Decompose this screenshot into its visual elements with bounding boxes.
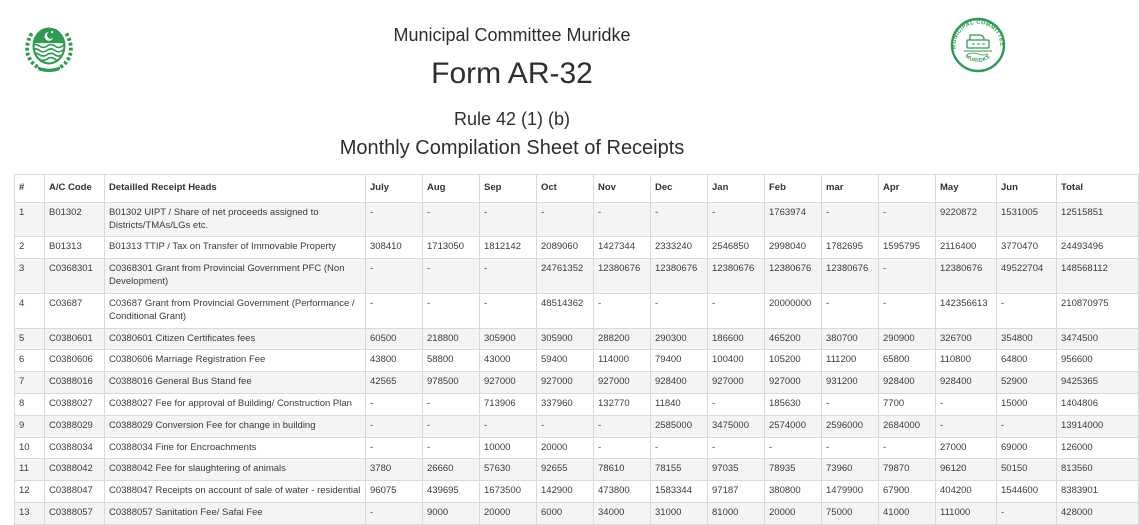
value-cell: - [879, 202, 936, 237]
value-cell: - [879, 437, 936, 459]
value-cell: 931200 [822, 372, 879, 394]
rule-subtitle: Rule 42 (1) (b) [453, 109, 571, 129]
value-cell: 43800 [366, 350, 423, 372]
value-cell: 927000 [708, 372, 765, 394]
value-cell: 92655 [537, 459, 594, 481]
value-cell: 1531005 [997, 202, 1057, 237]
value-cell: 96075 [366, 481, 423, 503]
column-header-6: Oct [537, 175, 594, 203]
value-cell: 305900 [480, 328, 537, 350]
value-cell: 713906 [480, 393, 537, 415]
value-cell: - [423, 393, 480, 415]
value-cell: 8383901 [1057, 481, 1139, 503]
ac-code-cell: B01313 [45, 237, 105, 259]
value-cell: 12515851 [1057, 202, 1139, 237]
value-cell: 290300 [651, 328, 708, 350]
column-header-7: Nov [594, 175, 651, 203]
value-cell: 3780 [366, 459, 423, 481]
value-cell: 58800 [423, 350, 480, 372]
value-cell: 12380676 [594, 259, 651, 294]
value-cell: 439695 [423, 481, 480, 503]
row-number-cell: 10 [15, 437, 45, 459]
value-cell: 9425365 [1057, 372, 1139, 394]
value-cell: - [480, 259, 537, 294]
table-row [15, 437, 1139, 459]
value-cell: 60500 [366, 328, 423, 350]
value-cell: 26660 [423, 459, 480, 481]
column-header-13: May [936, 175, 997, 203]
column-header-4: Aug [423, 175, 480, 203]
value-cell: 43000 [480, 350, 537, 372]
value-cell: 1595795 [879, 237, 936, 259]
receipt-head-cell: C0380601 Citizen Certificates fees [105, 328, 366, 350]
row-number-cell: 4 [15, 293, 45, 328]
value-cell: - [366, 503, 423, 525]
value-cell: 210870975 [1057, 293, 1139, 328]
value-cell: 20000 [765, 503, 822, 525]
ac-code-cell: C0380601 [45, 328, 105, 350]
ac-code-cell: C0388029 [45, 415, 105, 437]
value-cell: 78935 [765, 459, 822, 481]
value-cell: 1583344 [651, 481, 708, 503]
value-cell: - [366, 415, 423, 437]
value-cell: 81000 [708, 503, 765, 525]
value-cell: 11840 [651, 393, 708, 415]
table-container [14, 174, 1139, 525]
row-number-cell: 3 [15, 259, 45, 294]
value-cell: 65800 [879, 350, 936, 372]
value-cell: 354800 [997, 328, 1057, 350]
value-cell: - [936, 393, 997, 415]
value-cell: 57630 [480, 459, 537, 481]
table-row [15, 503, 1139, 525]
value-cell: - [651, 437, 708, 459]
receipts-table [14, 174, 1139, 525]
value-cell: 1479900 [822, 481, 879, 503]
ac-code-cell: B01302 [45, 202, 105, 237]
value-cell: 3475000 [708, 415, 765, 437]
value-cell: - [822, 202, 879, 237]
value-cell: 13914000 [1057, 415, 1139, 437]
value-cell: 337960 [537, 393, 594, 415]
row-number-cell: 1 [15, 202, 45, 237]
column-header-14: Jun [997, 175, 1057, 203]
column-header-9: Jan [708, 175, 765, 203]
value-cell: 111200 [822, 350, 879, 372]
value-cell: 34000 [594, 503, 651, 525]
table-row [15, 372, 1139, 394]
value-cell: - [423, 437, 480, 459]
value-cell: 2998040 [765, 237, 822, 259]
receipt-head-cell: C0388029 Conversion Fee for change in building [105, 415, 366, 437]
ac-code-cell: C0388034 [45, 437, 105, 459]
receipt-head-cell: B01313 TTIP / Tax on Transfer of Immovable Property [105, 237, 366, 259]
value-cell: 12380676 [936, 259, 997, 294]
value-cell: 24493496 [1057, 237, 1139, 259]
value-cell: 1404806 [1057, 393, 1139, 415]
receipt-head-cell: C0380606 Marriage Registration Fee [105, 350, 366, 372]
table-row [15, 481, 1139, 503]
value-cell: 67900 [879, 481, 936, 503]
value-cell: - [997, 293, 1057, 328]
value-cell: 2585000 [651, 415, 708, 437]
value-cell: 100400 [708, 350, 765, 372]
value-cell: - [594, 415, 651, 437]
value-cell: 3770470 [997, 237, 1057, 259]
value-cell: 142900 [537, 481, 594, 503]
ac-code-cell: C03687 [45, 293, 105, 328]
table-row [15, 393, 1139, 415]
value-cell: 114000 [594, 350, 651, 372]
form-title: Form AR-32 [431, 57, 593, 90]
row-number-cell: 9 [15, 415, 45, 437]
value-cell: 1782695 [822, 237, 879, 259]
row-number-cell: 5 [15, 328, 45, 350]
value-cell: 185630 [765, 393, 822, 415]
value-cell: 218800 [423, 328, 480, 350]
receipt-head-cell: C03687 Grant from Provincial Government (Performance / Conditional Grant) [105, 293, 366, 328]
column-header-10: Feb [765, 175, 822, 203]
value-cell: - [366, 437, 423, 459]
value-cell: 465200 [765, 328, 822, 350]
row-number-cell: 6 [15, 350, 45, 372]
value-cell: 2116400 [936, 237, 997, 259]
ac-code-cell: C0388057 [45, 503, 105, 525]
row-number-cell: 11 [15, 459, 45, 481]
value-cell: - [822, 393, 879, 415]
value-cell: 12380676 [765, 259, 822, 294]
value-cell: - [879, 259, 936, 294]
value-cell: 78610 [594, 459, 651, 481]
value-cell: 111000 [936, 503, 997, 525]
ac-code-cell: C0380606 [45, 350, 105, 372]
table-row [15, 202, 1139, 237]
value-cell: 75000 [822, 503, 879, 525]
column-header-1: A/C Code [45, 175, 105, 203]
value-cell: 1812142 [480, 237, 537, 259]
table-row [15, 459, 1139, 481]
value-cell: 380700 [822, 328, 879, 350]
value-cell: 1713050 [423, 237, 480, 259]
value-cell: 50150 [997, 459, 1057, 481]
value-cell: 3474500 [1057, 328, 1139, 350]
value-cell: - [366, 259, 423, 294]
value-cell: 24761352 [537, 259, 594, 294]
value-cell: 42565 [366, 372, 423, 394]
table-row [15, 293, 1139, 328]
value-cell: 9000 [423, 503, 480, 525]
value-cell: - [423, 259, 480, 294]
value-cell: 927000 [537, 372, 594, 394]
table-row [15, 237, 1139, 259]
value-cell: 20000 [480, 503, 537, 525]
value-cell: 41000 [879, 503, 936, 525]
table-row [15, 328, 1139, 350]
value-cell: 142356613 [936, 293, 997, 328]
value-cell: 305900 [537, 328, 594, 350]
value-cell: - [423, 415, 480, 437]
row-number-cell: 7 [15, 372, 45, 394]
receipt-head-cell: C0388057 Sanitation Fee/ Safai Fee [105, 503, 366, 525]
value-cell: 15000 [997, 393, 1057, 415]
ac-code-cell: C0388016 [45, 372, 105, 394]
value-cell: 404200 [936, 481, 997, 503]
value-cell: 59400 [537, 350, 594, 372]
table-row [15, 350, 1139, 372]
value-cell: 110800 [936, 350, 997, 372]
column-header-0: # [15, 175, 45, 203]
value-cell: 927000 [480, 372, 537, 394]
value-cell: 9220872 [936, 202, 997, 237]
value-cell: 1427344 [594, 237, 651, 259]
value-cell: 20000 [537, 437, 594, 459]
column-header-15: Total [1057, 175, 1139, 203]
value-cell: 928400 [651, 372, 708, 394]
value-cell: 12380676 [651, 259, 708, 294]
value-cell: 927000 [765, 372, 822, 394]
value-cell: - [423, 293, 480, 328]
value-cell: 69000 [997, 437, 1057, 459]
value-cell: 288200 [594, 328, 651, 350]
value-cell: 20000000 [765, 293, 822, 328]
value-cell: - [594, 202, 651, 237]
receipt-head-cell: C0388042 Fee for slaughtering of animals [105, 459, 366, 481]
value-cell: - [997, 503, 1057, 525]
column-header-2: Detailled Receipt Heads [105, 175, 366, 203]
value-cell: 380800 [765, 481, 822, 503]
value-cell: 2333240 [651, 237, 708, 259]
value-cell: 1673500 [480, 481, 537, 503]
value-cell: - [708, 437, 765, 459]
value-cell: - [366, 393, 423, 415]
value-cell: 10000 [480, 437, 537, 459]
value-cell: 2596000 [822, 415, 879, 437]
value-cell: - [366, 293, 423, 328]
value-cell: 49522704 [997, 259, 1057, 294]
receipt-head-cell: C0368301 Grant from Provincial Government PFC (Non Development) [105, 259, 366, 294]
value-cell: 79400 [651, 350, 708, 372]
value-cell: 78155 [651, 459, 708, 481]
table-body [15, 202, 1139, 524]
value-cell: 64800 [997, 350, 1057, 372]
value-cell: - [537, 415, 594, 437]
value-cell: 126000 [1057, 437, 1139, 459]
value-cell: 928400 [879, 372, 936, 394]
value-cell: 1763974 [765, 202, 822, 237]
value-cell: - [765, 437, 822, 459]
receipt-head-cell: C0388034 Fine for Encroachments [105, 437, 366, 459]
value-cell: - [708, 202, 765, 237]
row-number-cell: 12 [15, 481, 45, 503]
column-header-5: Sep [480, 175, 537, 203]
value-cell: 12380676 [708, 259, 765, 294]
table-row [15, 259, 1139, 294]
value-cell: - [708, 393, 765, 415]
receipt-head-cell: C0388016 General Bus Stand fee [105, 372, 366, 394]
receipt-head-cell: C0388027 Fee for approval of Building/ Construction Plan [105, 393, 366, 415]
value-cell: - [822, 293, 879, 328]
value-cell: 97187 [708, 481, 765, 503]
value-cell: 12380676 [822, 259, 879, 294]
value-cell: 96120 [936, 459, 997, 481]
value-cell: - [997, 415, 1057, 437]
value-cell: 7700 [879, 393, 936, 415]
table-header-row [15, 175, 1139, 203]
value-cell: - [537, 202, 594, 237]
value-cell: 813560 [1057, 459, 1139, 481]
row-number-cell: 13 [15, 503, 45, 525]
seal-text-bottom: MURIDKE [963, 53, 993, 65]
ac-code-cell: C0388042 [45, 459, 105, 481]
value-cell: - [879, 293, 936, 328]
ac-code-cell: C0388027 [45, 393, 105, 415]
value-cell: 31000 [651, 503, 708, 525]
column-header-3: July [366, 175, 423, 203]
value-cell: 186600 [708, 328, 765, 350]
value-cell: 308410 [366, 237, 423, 259]
receipt-head-cell: B01302 UIPT / Share of net proceeds assigned to Districts/TMAs/LGs etc. [105, 202, 366, 237]
value-cell: 2546850 [708, 237, 765, 259]
value-cell: 2684000 [879, 415, 936, 437]
value-cell: 73960 [822, 459, 879, 481]
column-header-8: Dec [651, 175, 708, 203]
value-cell: - [366, 202, 423, 237]
row-number-cell: 8 [15, 393, 45, 415]
column-header-11: mar [822, 175, 879, 203]
seal-text-top: MUNICIPAL COMMITTEE [951, 19, 1005, 50]
value-cell: 978500 [423, 372, 480, 394]
value-cell: - [480, 202, 537, 237]
value-cell: 927000 [594, 372, 651, 394]
sheet-subtitle: Monthly Compilation Sheet of Receipts [339, 137, 685, 159]
value-cell: 105200 [765, 350, 822, 372]
value-cell: - [480, 293, 537, 328]
value-cell: 326700 [936, 328, 997, 350]
value-cell: 6000 [537, 503, 594, 525]
value-cell: 290900 [879, 328, 936, 350]
value-cell: - [594, 293, 651, 328]
value-cell: - [423, 202, 480, 237]
column-header-12: Apr [879, 175, 936, 203]
organization-title: Municipal Committee Muridke [393, 25, 631, 45]
value-cell: - [822, 437, 879, 459]
value-cell: 956600 [1057, 350, 1139, 372]
value-cell: 473800 [594, 481, 651, 503]
value-cell: 428000 [1057, 503, 1139, 525]
ac-code-cell: C0388047 [45, 481, 105, 503]
value-cell: 132770 [594, 393, 651, 415]
value-cell: 2574000 [765, 415, 822, 437]
value-cell: - [480, 415, 537, 437]
value-cell: - [651, 293, 708, 328]
value-cell: 2089060 [537, 237, 594, 259]
value-cell: 52900 [997, 372, 1057, 394]
value-cell: 48514362 [537, 293, 594, 328]
receipt-head-cell: C0388047 Receipts on account of sale of water - residential [105, 481, 366, 503]
row-number-cell: 2 [15, 237, 45, 259]
ac-code-cell: C0368301 [45, 259, 105, 294]
value-cell: - [936, 415, 997, 437]
value-cell: 928400 [936, 372, 997, 394]
value-cell: - [594, 437, 651, 459]
value-cell: 27000 [936, 437, 997, 459]
value-cell: 79870 [879, 459, 936, 481]
value-cell: 148568112 [1057, 259, 1139, 294]
value-cell: 1544600 [997, 481, 1057, 503]
value-cell: 97035 [708, 459, 765, 481]
table-row [15, 415, 1139, 437]
value-cell: - [651, 202, 708, 237]
value-cell: - [708, 293, 765, 328]
